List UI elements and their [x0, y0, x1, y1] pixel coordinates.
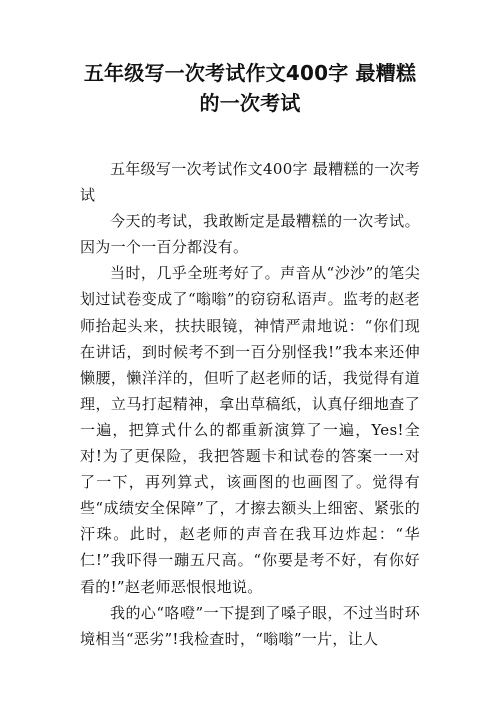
document-body	[80, 156, 420, 652]
paragraph-2: 当时，几乎全班考好了。声音从“沙沙”的笔尖划过试卷变成了“嗡嗡”的窃窃私语声。监考的赵老师抬起头来，扶扶眼镜，神情严肃地说：“你们现在讲话，到时候考不到一百分别怪我!”我本来还伸懒腰，懒洋洋的，但听了赵老师的话，我觉得有道理，立马打起精神，拿出草稿纸，认真仔细地查了一遍，把算式什么的都重新演算了一遍，Yes!全对!为了更保险，我把答题卡和试卷的答案一一对了一下，再列算式，该画图的也画图了。觉得有些“成绩安全保障”了，才擦去额头上细密、紧张的汗珠。此时，赵老师的声音在我耳边炸起：“华仁!”我吓得一蹦五尺高。“你要是考不好，有你好看的!”赵老师恶恨恨地说。	[80, 264, 420, 596]
title-line-1: 五年级写一次考试作文400字 最糟糕	[83, 61, 417, 85]
document-title	[80, 58, 420, 118]
paragraph-subtitle: 五年级写一次考试作文400字 最糟糕的一次考试	[80, 160, 421, 205]
title-line-2: 的一次考试	[199, 91, 301, 115]
paragraph-3: 我的心“咯噔”一下提到了嗓子眼，不过当时环境相当“恶劣”!我检查时，“嗡嗡”一片，让人	[80, 603, 420, 648]
paragraph-1: 今天的考试，我敢断定是最糟糕的一次考试。因为一个一百分都没有。	[80, 212, 420, 257]
